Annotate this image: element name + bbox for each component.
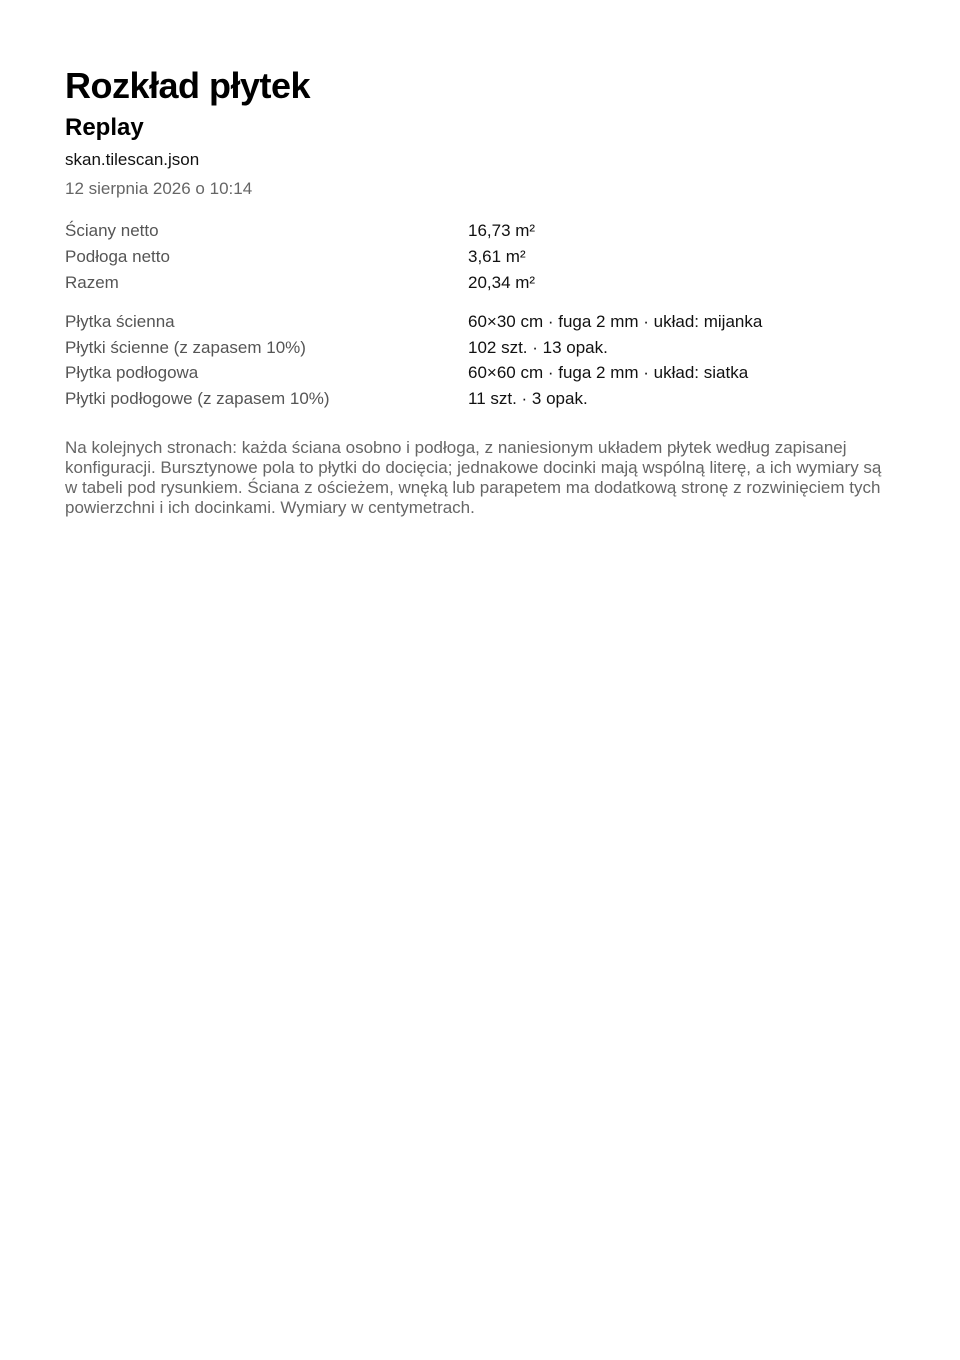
summary-label: Podłoga netto (65, 247, 170, 266)
source-filename: skan.tilescan.json (65, 150, 200, 169)
summary-value: 16,73 m² (468, 221, 536, 240)
summary-row (65, 362, 895, 388)
summary-value: 11 szt. · 3 opak. (468, 389, 588, 409)
area-summary (65, 220, 895, 298)
summary-label: Ściany netto (65, 221, 159, 240)
summary-label: Płytki podłogowe (z zapasem 10%) (65, 389, 330, 409)
summary-row (65, 388, 895, 414)
page-title: Rozkład płytek (65, 65, 311, 106)
summary-label: Płytki ścienne (z zapasem 10%) (65, 337, 306, 357)
summary-row (65, 220, 895, 246)
summary-row (65, 272, 895, 298)
summary-label: Razem (65, 273, 119, 292)
summary-row (65, 337, 895, 363)
project-name: Replay (65, 114, 144, 141)
summary-value: 20,34 m² (468, 273, 536, 292)
summary-row (65, 311, 895, 337)
summary-value: 60×30 cm · fuga 2 mm · układ: mijanka (468, 312, 763, 331)
summary-label: Płytka ścienna (65, 312, 175, 331)
explanatory-note: Na kolejnych stronach: każda ściana osobno i podłoga, z naniesionym układem płytek według zapisanej konfiguracji. Bursztynowe pola to płytki do docięcia; jednakowe docinki mają wspólną literę, a ich wymiary są w tabeli pod rysunkiem. Ściana z ościeżem, wnęką lub parapetem ma dodatkową stronę z rozwinięciem tych powierzchni i ich docinkami. Wymiary w centymetrach. (65, 438, 882, 517)
tile-summary (65, 311, 895, 414)
summary-value: 3,61 m² (468, 247, 526, 266)
summary-value: 102 szt. · 13 opak. (468, 337, 608, 357)
report-date: 12 sierpnia 2026 o 10:14 (65, 179, 253, 198)
summary-row (65, 246, 895, 272)
summary-label: Płytka podłogowa (65, 363, 199, 383)
summary-value: 60×60 cm · fuga 2 mm · układ: siatka (468, 363, 749, 383)
